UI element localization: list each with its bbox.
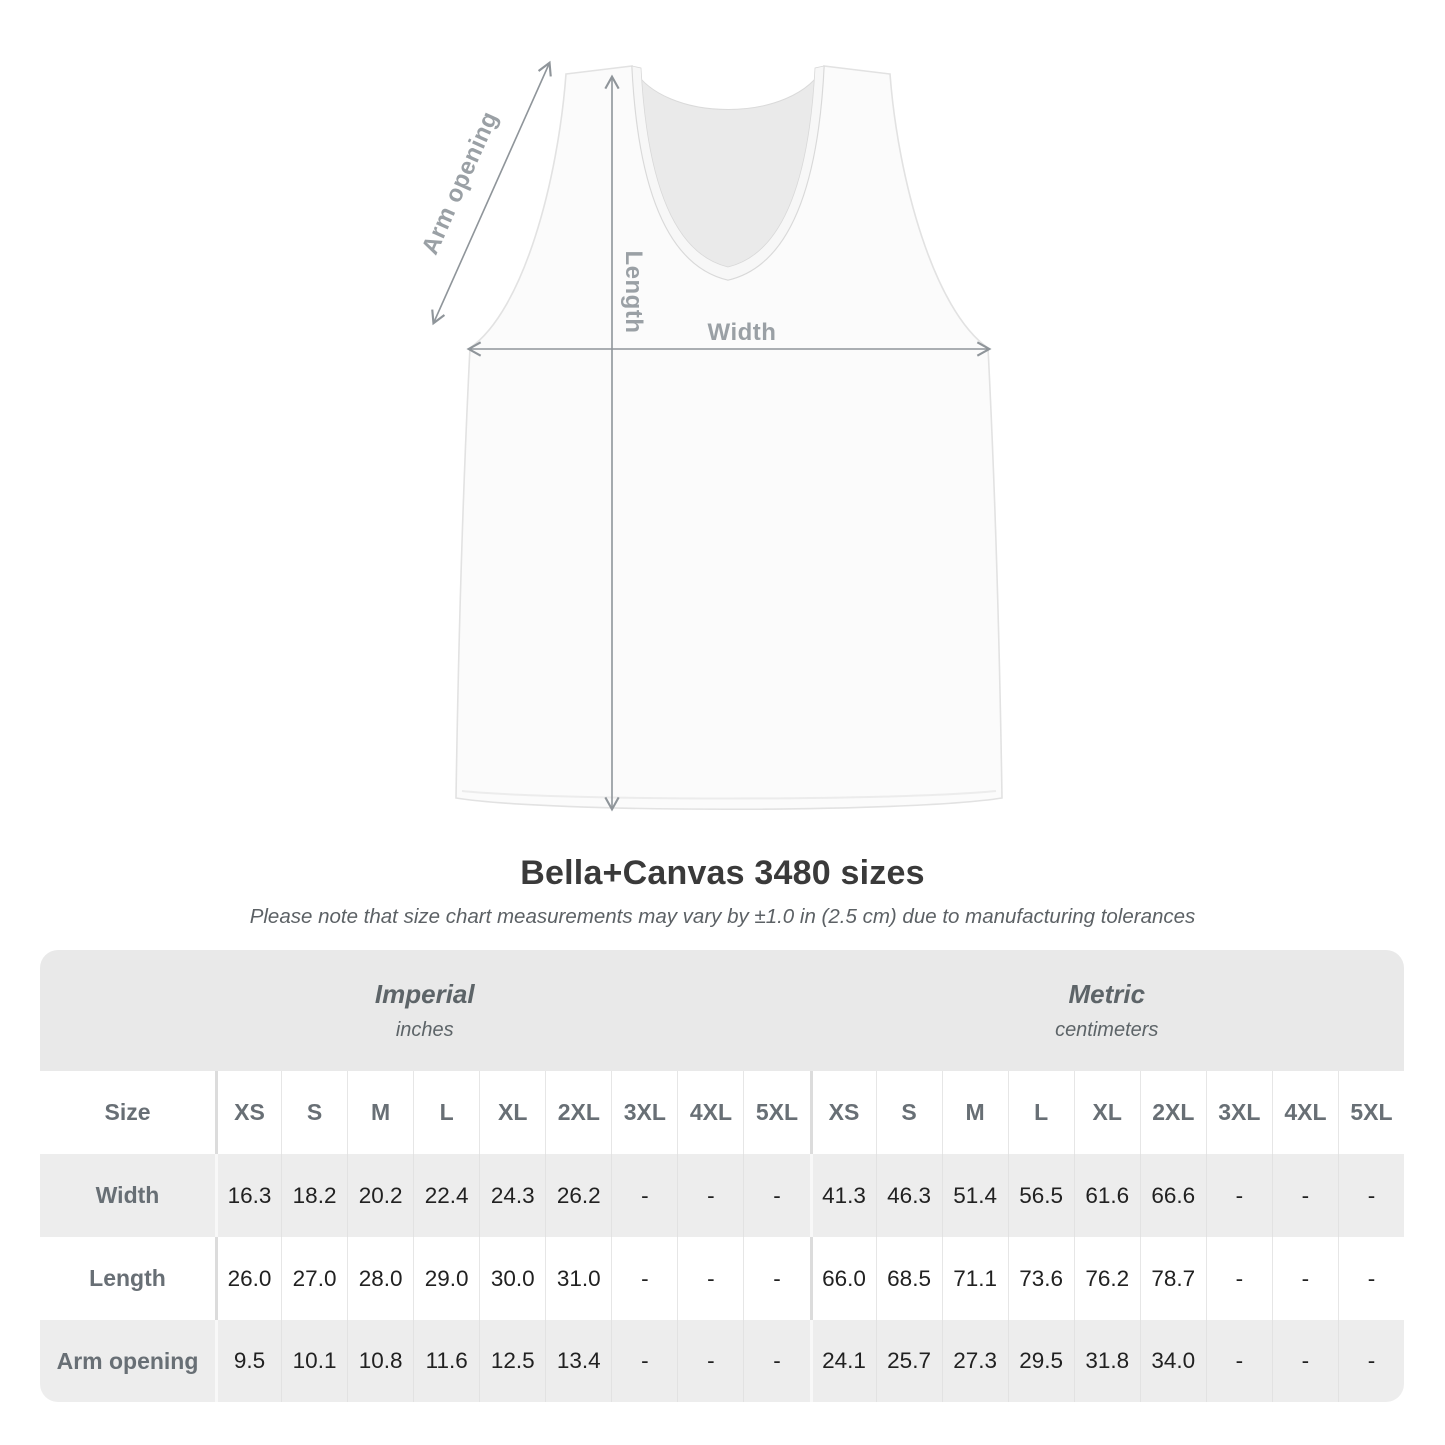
width-label: Width (707, 319, 777, 346)
row-label: Length (40, 1237, 215, 1320)
size-value: 26.0 (215, 1237, 281, 1320)
size-value: 68.5 (876, 1237, 942, 1320)
size-header: 5XL (1338, 1071, 1404, 1154)
size-value: 34.0 (1140, 1320, 1206, 1402)
size-value: 61.6 (1074, 1154, 1140, 1237)
size-value: - (677, 1154, 743, 1237)
size-value: 11.6 (413, 1320, 479, 1402)
size-value: 24.1 (810, 1320, 876, 1402)
size-header: 4XL (1272, 1071, 1338, 1154)
size-value: - (1206, 1237, 1272, 1320)
size-header: 2XL (1140, 1071, 1206, 1154)
size-value: - (1338, 1237, 1404, 1320)
arm-opening-label: Arm opening (416, 107, 504, 259)
unit-group-header (810, 950, 1405, 1071)
size-value: 66.0 (810, 1237, 876, 1320)
size-header: M (942, 1071, 1008, 1154)
unit-group-unit: inches (395, 1019, 454, 1041)
size-header: L (413, 1071, 479, 1154)
size-value: - (611, 1237, 677, 1320)
size-value: 73.6 (1008, 1237, 1074, 1320)
size-value: - (1206, 1320, 1272, 1402)
size-value: 22.4 (413, 1154, 479, 1237)
size-value: 27.3 (942, 1320, 1008, 1402)
size-header: XL (1074, 1071, 1140, 1154)
tolerance-note: Please note that size chart measurements may vary by ±1.0 in (2.5 cm) due to manufacturing tolerances (249, 905, 1196, 928)
row-label: Arm opening (40, 1320, 215, 1402)
size-value: - (677, 1320, 743, 1402)
size-value: 9.5 (215, 1320, 281, 1402)
size-value: - (1338, 1154, 1404, 1237)
row-label: Width (40, 1154, 215, 1237)
size-header: XS (810, 1071, 876, 1154)
unit-group-unit: centimeters (1055, 1019, 1159, 1041)
size-value: 13.4 (545, 1320, 611, 1402)
size-value: 31.8 (1074, 1320, 1140, 1402)
size-value: - (1272, 1154, 1338, 1237)
size-value: - (611, 1320, 677, 1402)
size-value: 31.0 (545, 1237, 611, 1320)
size-header: XS (215, 1071, 281, 1154)
size-header: XL (479, 1071, 545, 1154)
size-value: 10.1 (281, 1320, 347, 1402)
size-value: 12.5 (479, 1320, 545, 1402)
size-value: 18.2 (281, 1154, 347, 1237)
unit-group-name: Metric (1068, 979, 1146, 1009)
size-value: 24.3 (479, 1154, 545, 1237)
size-value: 66.6 (1140, 1154, 1206, 1237)
size-value: 25.7 (876, 1320, 942, 1402)
size-header: S (876, 1071, 942, 1154)
size-value: - (611, 1154, 677, 1237)
size-value: 41.3 (810, 1154, 876, 1237)
size-value: 16.3 (215, 1154, 281, 1237)
size-value: - (1272, 1237, 1338, 1320)
size-column-header: Size (40, 1071, 215, 1154)
size-value: - (1272, 1320, 1338, 1402)
size-value: 20.2 (347, 1154, 413, 1237)
size-value: 51.4 (942, 1154, 1008, 1237)
size-header: M (347, 1071, 413, 1154)
size-header: L (1008, 1071, 1074, 1154)
size-value: - (743, 1154, 809, 1237)
size-header: 3XL (1206, 1071, 1272, 1154)
length-label: Length (620, 250, 647, 334)
size-value: 30.0 (479, 1237, 545, 1320)
size-value: 26.2 (545, 1154, 611, 1237)
size-table (40, 950, 1404, 1402)
unit-group-header (40, 950, 810, 1071)
size-header: 4XL (677, 1071, 743, 1154)
size-value: - (677, 1237, 743, 1320)
size-value: 27.0 (281, 1237, 347, 1320)
size-header: 2XL (545, 1071, 611, 1154)
size-value: - (1206, 1154, 1272, 1237)
size-value: - (743, 1320, 809, 1402)
size-value: 56.5 (1008, 1154, 1074, 1237)
size-value: - (743, 1237, 809, 1320)
size-value: 71.1 (942, 1237, 1008, 1320)
size-header: 3XL (611, 1071, 677, 1154)
size-value: - (1338, 1320, 1404, 1402)
size-value: 78.7 (1140, 1237, 1206, 1320)
size-header: 5XL (743, 1071, 809, 1154)
size-header: S (281, 1071, 347, 1154)
page-title: Bella+Canvas 3480 sizes (520, 854, 925, 892)
size-value: 10.8 (347, 1320, 413, 1402)
size-value: 29.0 (413, 1237, 479, 1320)
tank-top-illustration (456, 66, 1002, 809)
size-value: 29.5 (1008, 1320, 1074, 1402)
size-value: 76.2 (1074, 1237, 1140, 1320)
unit-group-name: Imperial (374, 979, 475, 1009)
size-value: 46.3 (876, 1154, 942, 1237)
size-value: 28.0 (347, 1237, 413, 1320)
